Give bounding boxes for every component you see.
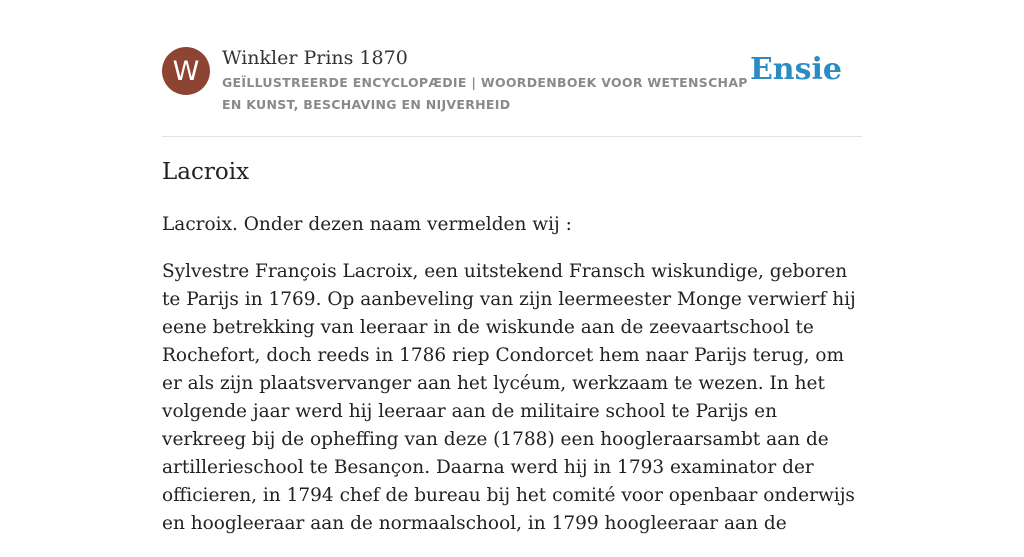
source-subtitle: GEÏLLUSTREERDE ENCYCLOPÆDIE | WOORDENBOEK VOOR WETENSCHAP EN KUNST, BESCHAVING EN NIJVERHEID [222,75,748,112]
source-avatar[interactable]: W [162,47,210,95]
article-paragraph: Lacroix. Onder dezen naam vermelden wij : [162,214,572,235]
article-title: Lacroix [162,159,250,185]
article-paragraph: Sylvestre François Lacroix, een uitstekend Fransch wiskundige, geboren te Parijs in 1769. Op aanbeveling van zijn leermeester Monge verwierf hij eene betrekking van leeraar in de wiskunde aan de zeevaartschool te Rochefort, doch reeds in 1786 riep Condorcet hem naar Parijs terug, om er als zijn plaatsvervanger aan het lycéum, werkzaam te wezen. In het volgende jaar werd hij leeraar aan de militaire school te Parijs en verkreeg bij de opheffing van deze (1788) een hoogleraarsambt aan de artillerieschool te Besançon. Daarna werd hij in 1793 examinator der officieren, in 1794 chef de bureau bij het comité voor openbaar onderwijs en hoogleeraar aan de normaalschool, in 1799 hoogleeraar aan de [162,261,856,534]
source-title-link[interactable]: Winkler Prins 1870 [222,47,408,69]
ensie-logo-link[interactable]: Ensie [749,52,842,87]
source-header [162,46,862,137]
article-body [162,211,862,557]
